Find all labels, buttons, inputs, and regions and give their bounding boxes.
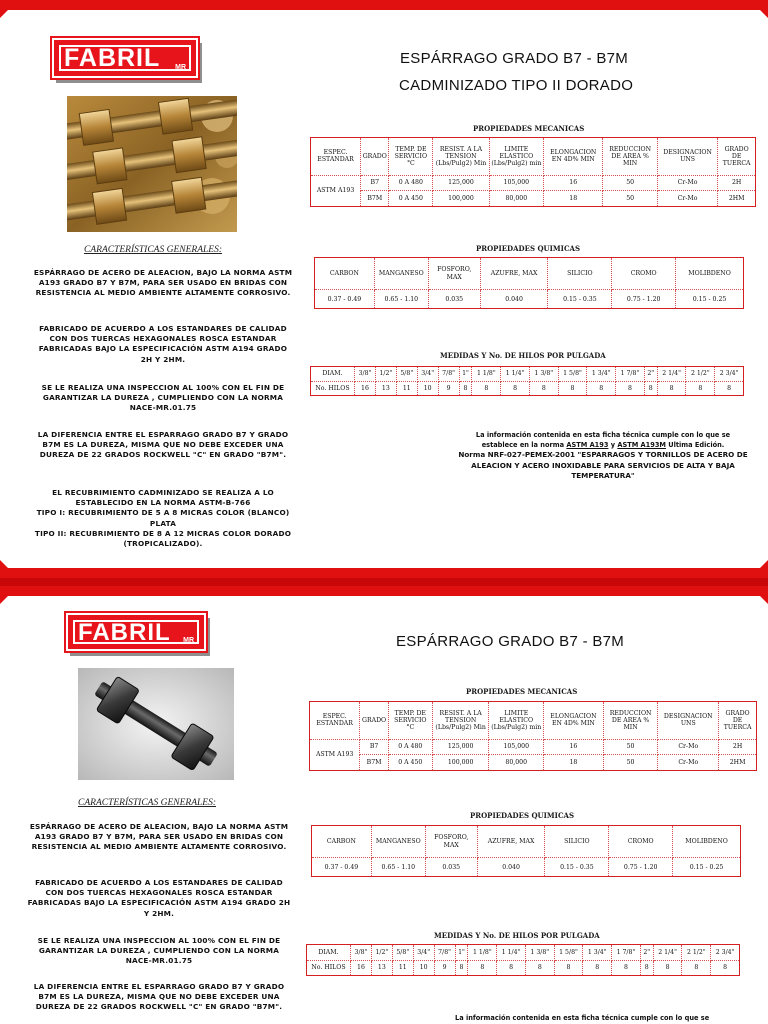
thread-diam-cell: 2 1/4" — [657, 367, 686, 382]
note-text: La información contenida en esta ficha técnica cumple con lo que se establece en la norma — [475, 431, 731, 449]
table-cell: 18 — [544, 755, 604, 771]
table-cell: 0.035 — [425, 858, 477, 877]
table-row — [310, 755, 757, 771]
corner-decoration — [0, 0, 18, 18]
thread-count-cell: 8 — [529, 381, 558, 396]
logo-text: FABRIL — [64, 44, 161, 72]
paragraph: LA DIFERENCIA ENTRE EL ESPARRAGO GRADO B7 Y GRADO B7M ES LA DUREZA, MISMA QUE NO DEBE EXCEDER UNA DUREZA DE 22 GRADOS ROCKWELL "C" EN GRADO "B7M". — [33, 982, 285, 1012]
chem-props-title: PROPIEDADES QUIMICAS — [476, 244, 581, 253]
table-cell: B7 — [360, 739, 388, 755]
corner-decoration — [750, 560, 768, 578]
thread-count-cell: 13 — [375, 381, 396, 396]
table-cell: 0.15 - 0.25 — [676, 290, 744, 309]
thread-count-cell: 8 — [715, 381, 744, 396]
table-row — [311, 175, 756, 191]
table-cell: 50 — [603, 175, 657, 191]
table-row — [315, 290, 744, 309]
table-cell: 50 — [603, 739, 658, 755]
table-header-cell: CROMO — [612, 258, 676, 290]
table-header-cell: CARBON — [312, 826, 372, 858]
thread-diam-cell: 7/8" — [434, 945, 455, 961]
table-header-cell: TEMP. DE SERVICIO °C — [388, 702, 432, 740]
table-header-row — [310, 702, 757, 740]
table-cell: 2H — [718, 175, 756, 191]
table-header-cell: REDUCCION DE AREA % MIN — [603, 702, 658, 740]
corner-decoration — [750, 586, 768, 604]
table-header-cell: ESPEC. ESTANDAR — [310, 702, 360, 740]
thread-diam-cell: 3/8" — [351, 945, 372, 961]
thread-diam-cell: 1 5/8" — [554, 945, 583, 961]
table-cell: Cr-Mo — [657, 191, 718, 207]
chem-props-title: PROPIEDADES QUIMICAS — [470, 811, 575, 820]
thread-count-cell: 8 — [653, 960, 682, 976]
table-header-cell: MOLIBDENO — [676, 258, 744, 290]
table-header-row — [312, 826, 741, 858]
paragraph: SE LE REALIZA UNA INSPECCION AL 100% CON EL FIN DE GARANTIZAR LA DUREZA , CUMPLIENDO CON LA NORMA NACE-MR.01.75 — [41, 383, 285, 413]
table-cell: 16 — [543, 175, 603, 191]
table-row — [307, 960, 740, 976]
paragraph: LA DIFERENCIA ENTRE EL ESPARRAGO GRADO B7 Y GRADO B7M ES LA DUREZA, MISMA QUE NO DEBE EXCEDER UNA DUREZA DE 22 GRADOS ROCKWELL "C" EN GRADO "B7M". — [37, 430, 289, 460]
table-header-cell: MOLIBDENO — [673, 826, 741, 858]
page-separator — [0, 578, 768, 586]
thread-diam-cell: 7/8" — [438, 367, 459, 382]
table-cell: 0.035 — [428, 290, 480, 309]
fabril-logo — [52, 38, 198, 78]
note-norma: Norma NRF-027-PEMEX-2001 "ESPARRAGOS Y TORNILLOS DE ACERO DE ALEACION Y ACERO INOXIDABLE PARA SERVICIOS DE ALTA Y BAJA TEMPERATURA" — [458, 450, 748, 480]
table-cell: B7M — [361, 191, 389, 207]
thread-diam-cell: 3/4" — [413, 945, 434, 961]
table-cell: 16 — [544, 739, 604, 755]
thread-diam-cell: 1" — [459, 367, 472, 382]
gold-studs-photo — [67, 96, 237, 232]
thread-count-cell: 8 — [554, 960, 583, 976]
red-border-bottom — [0, 568, 768, 578]
table-cell: 18 — [543, 191, 603, 207]
table-header-cell: AZUFRE, MAX — [477, 826, 545, 858]
thread-count-cell: 8 — [501, 381, 530, 396]
thread-count-cell: 11 — [396, 381, 417, 396]
thread-count-cell: 8 — [616, 381, 645, 396]
thread-count-cell: 8 — [644, 381, 657, 396]
table-cell: Cr-Mo — [658, 739, 719, 755]
thread-count-cell: 10 — [417, 381, 438, 396]
mech-props-title: PROPIEDADES MECANICAS — [466, 687, 578, 696]
logo-trademark: MR — [183, 637, 194, 644]
thread-diam-cell: 2 1/2" — [682, 945, 711, 961]
characteristics-title: CARACTERÍSTICAS GENERALES: — [84, 245, 223, 255]
table-header-cell: CROMO — [609, 826, 673, 858]
black-stud-image — [78, 668, 234, 780]
table-cell: 80,000 — [489, 755, 544, 771]
table-header-cell: No. HILOS — [311, 381, 355, 396]
mech-props-title: PROPIEDADES MECANICAS — [473, 124, 585, 133]
table-header-cell: ELONGACION EN 4D% MIN — [543, 138, 603, 176]
paragraph: ESPÁRRAGO DE ACERO DE ALEACION, BAJO LA NORMA ASTM A193 GRADO B7 Y B7M, PARA SER USADO EN BRIDAS CON RESISTENCIA AL MEDIO AMBIENTE ALTAMENTE CORROSIVO. — [33, 268, 293, 298]
mech-props-table — [310, 137, 756, 207]
thread-diam-cell: 3/8" — [355, 367, 376, 382]
table-cell: B7 — [361, 175, 389, 191]
thread-count-cell: 11 — [392, 960, 413, 976]
mech-props-table — [309, 701, 757, 771]
logo-trademark: MR — [175, 64, 186, 71]
table-cell: 0 A 480 — [389, 175, 433, 191]
thread-count-cell: 16 — [351, 960, 372, 976]
table-header-cell: No. HILOS — [307, 960, 351, 976]
thread-count-cell: 8 — [459, 381, 472, 396]
table-header-cell: RESIST. A LA TENSION (Lbs/Pulg2) Min — [432, 702, 489, 740]
fabril-logo — [66, 613, 206, 651]
table-cell: 100,000 — [433, 191, 489, 207]
table-cell: 2HM — [719, 755, 757, 771]
paragraph: ESPÁRRAGO DE ACERO DE ALEACION, BAJO LA NORMA ASTM A193 GRADO B7 Y B7M, PARA SER USADO EN BRIDAS CON RESISTENCIA AL MEDIO AMBIENTE ALTAMENTE CORROSIVO. — [29, 822, 289, 852]
table-cell: 0.040 — [477, 858, 545, 877]
table-cell: 0.75 - 1.20 — [609, 858, 673, 877]
table-header-cell: GRADO DE TUERCA — [718, 138, 756, 176]
thread-count-cell: 8 — [612, 960, 641, 976]
threads-table — [310, 366, 744, 396]
note-link-astm-a193m: ASTM A193M — [617, 440, 666, 449]
thread-diam-cell: 1 3/8" — [525, 945, 554, 961]
table-cell: 0.15 - 0.35 — [545, 858, 609, 877]
table-row — [311, 381, 744, 396]
thread-diam-cell: 1/2" — [375, 367, 396, 382]
thread-count-cell: 8 — [497, 960, 526, 976]
page-subtitle: CADMINIZADO TIPO II DORADO — [399, 77, 634, 94]
table-header-cell: MANGANESO — [371, 826, 425, 858]
thread-diam-cell: 1 1/8" — [468, 945, 497, 961]
table-cell: 2H — [719, 739, 757, 755]
table-header-cell: FOSFORO, MAX — [425, 826, 477, 858]
thread-count-cell: 8 — [525, 960, 554, 976]
thread-count-cell: 13 — [371, 960, 392, 976]
thread-count-cell: 8 — [587, 381, 616, 396]
thread-diam-cell: 1 7/8" — [616, 367, 645, 382]
table-cell: 0.15 - 0.25 — [673, 858, 741, 877]
gold-studs-image — [67, 96, 237, 232]
table-row — [310, 739, 757, 755]
table-header-cell: LIMITE ELASTICO (Lbs/Pulg2) min — [489, 702, 544, 740]
table-row — [307, 945, 740, 961]
thread-count-cell: 8 — [455, 960, 468, 976]
table-header-cell: FOSFORO, MAX — [428, 258, 480, 290]
thread-count-cell: 8 — [468, 960, 497, 976]
table-row — [311, 191, 756, 207]
table-cell: 0.37 - 0.49 — [312, 858, 372, 877]
table-cell: 105,000 — [489, 739, 544, 755]
table-header-row — [315, 258, 744, 290]
note-link-astm-a193: ASTM A193 — [566, 440, 609, 449]
table-cell: 0.040 — [480, 290, 548, 309]
thread-diam-cell: 2 1/4" — [653, 945, 682, 961]
page-title: ESPÁRRAGO GRADO B7 - B7M — [396, 633, 625, 650]
table-header-cell: TEMP. DE SERVICIO °C — [389, 138, 433, 176]
threads-table — [306, 944, 740, 976]
table-header-cell: SILICIO — [545, 826, 609, 858]
table-row — [311, 367, 744, 382]
table-cell: Cr-Mo — [658, 755, 719, 771]
table-cell: B7M — [360, 755, 388, 771]
thread-diam-cell: 2" — [640, 945, 653, 961]
threads-title: MEDIDAS Y No. DE HILOS POR PULGADA — [434, 931, 600, 940]
table-cell: 100,000 — [432, 755, 489, 771]
table-cell: 125,000 — [433, 175, 489, 191]
thread-count-cell: 8 — [583, 960, 612, 976]
table-cell: 0.75 - 1.20 — [612, 290, 676, 309]
table-header-cell: REDUCCION DE AREA % MIN — [603, 138, 657, 176]
table-header-cell: DESIGNACION UNS — [658, 702, 719, 740]
table-row — [312, 858, 741, 877]
note-text: y — [608, 440, 618, 449]
thread-diam-cell: 1 3/4" — [583, 945, 612, 961]
thread-count-cell: 8 — [558, 381, 587, 396]
thread-count-cell: 8 — [686, 381, 715, 396]
table-header-cell: CARBON — [315, 258, 375, 290]
table-cell: 0.37 - 0.49 — [315, 290, 375, 309]
table-cell: 50 — [603, 191, 657, 207]
red-border-top — [0, 0, 768, 10]
thread-count-cell: 9 — [434, 960, 455, 976]
table-header-row — [311, 138, 756, 176]
table-cell: 0 A 450 — [389, 191, 433, 207]
thread-diam-cell: 3/4" — [417, 367, 438, 382]
thread-count-cell: 8 — [711, 960, 740, 976]
table-header-cell: RESIST. A LA TENSION (Lbs/Pulg2) Min — [433, 138, 489, 176]
standards-note: La información contenida en esta ficha técnica cumple con lo que se — [455, 1014, 710, 1022]
table-header-cell: SILICIO — [548, 258, 612, 290]
paragraph: EL RECUBRIMIENTO CADMINIZADO SE REALIZA A LO ESTABLECIDO EN LA NORMA ASTM-B-766 TIPO I: RECUBRIMIENTO DE 5 A 8 MICRAS COLOR (BLANCO) PLATA TIPO II: RECUBRIMIENTO DE 8 A 12 MICRAS COLOR DORADO (TROPICALIZADO). — [34, 488, 292, 549]
chem-props-table — [314, 257, 744, 309]
thread-diam-cell: 2 3/4" — [715, 367, 744, 382]
thread-diam-cell: 5/8" — [396, 367, 417, 382]
thread-diam-cell: 1 7/8" — [612, 945, 641, 961]
table-header-cell: ELONGACION EN 4D% MIN — [544, 702, 604, 740]
corner-decoration — [0, 586, 18, 604]
thread-count-cell: 8 — [657, 381, 686, 396]
thread-count-cell: 9 — [438, 381, 459, 396]
thread-diam-cell: 2 3/4" — [711, 945, 740, 961]
thread-diam-cell: 1" — [455, 945, 468, 961]
threads-title: MEDIDAS Y No. DE HILOS POR PULGADA — [440, 351, 606, 360]
thread-count-cell: 8 — [472, 381, 501, 396]
table-cell: 0.65 - 1.10 — [371, 858, 425, 877]
note-text: Ultima Edición. — [665, 440, 725, 449]
red-border-top — [0, 586, 768, 596]
table-header-cell: GRADO DE TUERCA — [719, 702, 757, 740]
table-header-cell: DIAM. — [311, 367, 355, 382]
thread-diam-cell: 1 1/4" — [501, 367, 530, 382]
thread-diam-cell: 2" — [644, 367, 657, 382]
thread-count-cell: 8 — [640, 960, 653, 976]
table-cell: 50 — [603, 755, 658, 771]
table-cell: 125,000 — [432, 739, 489, 755]
thread-diam-cell: 1 3/4" — [587, 367, 616, 382]
table-header-cell: AZUFRE, MAX — [480, 258, 548, 290]
table-cell: 0 A 450 — [388, 755, 432, 771]
thread-diam-cell: 2 1/2" — [686, 367, 715, 382]
table-header-cell: GRADO — [360, 702, 388, 740]
table-cell: 0.15 - 0.35 — [548, 290, 612, 309]
thread-count-cell: 8 — [682, 960, 711, 976]
table-header-cell: ESPEC. ESTANDAR — [311, 138, 361, 176]
paragraph: FABRICADO DE ACUERDO A LOS ESTANDARES DE CALIDAD CON DOS TUERCAS HEXAGONALES ROSCA ESTANDAR FABRICADAS BAJO LA ESPECIFICACIÓN ASTM A194 GRADO 2H Y 2HM. — [27, 878, 291, 918]
table-cell: ASTM A193 — [311, 175, 361, 206]
thread-diam-cell: 1 3/8" — [529, 367, 558, 382]
thread-count-cell: 16 — [355, 381, 376, 396]
table-header-cell: MANGANESO — [374, 258, 428, 290]
thread-count-cell: 10 — [413, 960, 434, 976]
corner-decoration — [750, 0, 768, 18]
characteristics-title: CARACTERÍSTICAS GENERALES: — [78, 798, 217, 808]
table-header-cell: DESIGNACION UNS — [657, 138, 718, 176]
datasheet-page-2 — [0, 586, 768, 1024]
standards-note — [458, 431, 748, 481]
table-cell: 105,000 — [489, 175, 543, 191]
paragraph: SE LE REALIZA UNA INSPECCION AL 100% CON EL FIN DE GARANTIZAR LA DUREZA , CUMPLIENDO CON LA NORMA NACE-MR.01.75 — [37, 936, 281, 966]
thread-diam-cell: 1 1/8" — [472, 367, 501, 382]
table-header-cell: DIAM. — [307, 945, 351, 961]
table-cell: 0 A 480 — [388, 739, 432, 755]
table-cell: 80,000 — [489, 191, 543, 207]
thread-diam-cell: 1/2" — [371, 945, 392, 961]
table-cell: 2HM — [718, 191, 756, 207]
thread-diam-cell: 5/8" — [392, 945, 413, 961]
corner-decoration — [0, 560, 18, 578]
page-title: ESPÁRRAGO GRADO B7 - B7M — [400, 50, 629, 67]
table-cell: Cr-Mo — [657, 175, 718, 191]
paragraph: FABRICADO DE ACUERDO A LOS ESTANDARES DE CALIDAD CON DOS TUERCAS HEXAGONALES ROSCA ESTANDAR FABRICADAS BAJO LA ESPECIFICACIÓN ASTM A194 GRADO 2H Y 2HM. — [38, 324, 288, 364]
thread-diam-cell: 1 5/8" — [558, 367, 587, 382]
thread-diam-cell: 1 1/4" — [497, 945, 526, 961]
table-cell: ASTM A193 — [310, 739, 360, 770]
black-stud-photo — [78, 668, 234, 780]
logo-text: FABRIL — [78, 619, 171, 646]
table-header-cell: GRADO — [361, 138, 389, 176]
chem-props-table — [311, 825, 741, 877]
table-header-cell: LIMITE ELASTICO (Lbs/Pulg2) min — [489, 138, 543, 176]
table-cell: 0.65 - 1.10 — [374, 290, 428, 309]
